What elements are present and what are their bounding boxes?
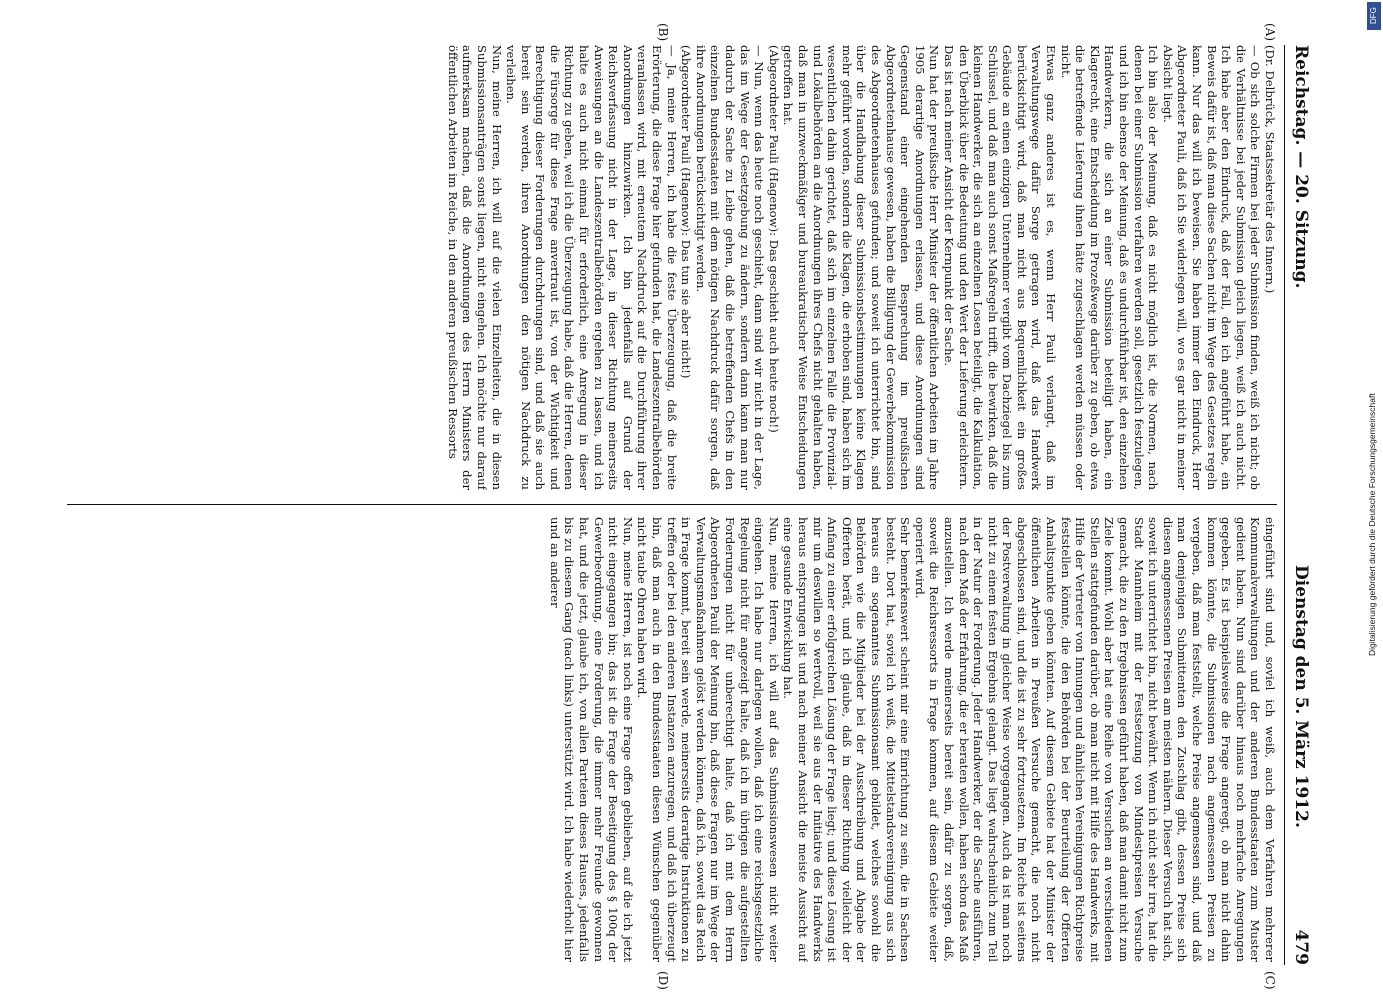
right-text-column: eingeführt sind und, soviel ich weiß, auch dem Verfahren mehrerer Kommunalverwaltungen und der anderen Bundesstaaten zum Muster gedient haben. Nun sind darüber hinaus noch mehrfache Anregungen gegeben. Es ist beispielsweise die Frage angeregt, ob man nicht dahin kommen könnte, die Submissionen nach angemessenen Preisen zu vergeben, daß man feststellt, welche Preise angemessen sind, und daß man demjenigen Submittenten den Zuschlag gibt, dessen Preise sich diesen angemessenen Preisen am meisten nähern. Dieser Versuch hat sich, soweit ich unterrichtet bin, nicht bewährt. Wenn ich nicht sehr irre, hat die Stadt Mannheim mit der Festsetzung von Mindestpreisen Versuche gemacht, die zu den Ergebnissen geführt haben, daß man damit nicht zum Ziele kommt. Wohl aber hat eine Reihe von Versuchen an verschiedenen Stellen stattgefunden darüber, ob man nicht mit Hilfe des Handwerks, mit Hilfe der Vertreter von Innungen und ähnlichen Vereinigungen Richtpreise feststellen könnte, die den Behörden bei der Beurteilung der Offerten Anhaltspunkte geben könnten. Auf diesem Gebiete hat der Minister der öffentlichen Arbeiten in Preußen Versuche gemacht, die noch nicht abgeschlossen sind, und die ist zu sehr fortzusetzen. Im Reiche ist seitens der Postverwaltung in gleicher Weise vorgegangen. Auch da ist man noch nicht zu einem festen Ergebnis gelangt. Das liegt wahrscheinlich zum Teil in der Natur der Forderung. Jeder Handwerker, der die Sache ausführen, nach dem Maß der Erfahrung, die er beraten wollen, haben schon das Maß anzustellen. Ich werde meinerseits bereit sein, dafür zu sorgen, daß, soweit die Reichsressorts in Frage kommen, auf diesem Gebiete weiter operiert wird. Sehr bemerkenswert scheint mir eine Einrichtung zu sein, die in Sachsen besteht. Dort hat, soviel ich weiß, die Mittelstandsvereinigung aus sich heraus ein sogenanntes Submissionsamt gebildet, welches sowohl die Behörden wie die Mitglieder bei der Ausschreibung und Abgabe der Offerten berät, und ich glaube, daß in dieser Richtung vielleicht der Anfang zu einer erfolgreichen Lösung der Frage liegt; und diese Lösung ist mir um deswillen so wertvoll, weil sie aus der Initiative des Handwerks heraus entsprungen ist und nach meiner Ansicht die meiste Aussicht auf eine gesunde Entwicklung hat. Nun, meine Herren, ich will auf das Submissionswesen nicht weiter eingehen. Ich habe nur darlegen wollen, daß ich eine reichsgesetzliche Regelung nicht für angezeigt halte, daß ich im übrigen die aufgestellten Forderungen nicht für unberechtigt halte, daß ich mit dem Herrn Abgeordneten Pauli der Meinung bin, daß diese Fragen nur im Wege der Verwaltungsmaßnahmen gelöst werden können, daß ich, soweit das Reich in Frage kommt, bereit sein werde, meinerseits derartige Instruktionen zu treffen oder bei den anderen Instanzen anzuregen, und daß ich überzeugt bin, daß man auch in den Bundesstaaten diesen Wünschen gegenüber nicht taube Ohren haben wird. Nun, meine Herren, ist noch eine Frage offen geblieben, auf die ich jetzt nicht eingegangen bin; das ist die Frage der Beseitigung des § 100q der Gewerbeordnung, eine Forderung, die immer mehr Freunde gewonnen hat, und die jetzt, glaube ich, von allen Parteien dieses Hauses, jedenfalls bis zu diesem Gang (nach links) unterstützt wird. Ich habe wiederholt hier und an anderer	[547, 517, 1277, 962]
margin-marker-a: (A)	[1263, 23, 1277, 42]
margin-marker-d: (D)	[656, 971, 670, 990]
header-date: Dienstag den 5. März 1912.	[1291, 565, 1311, 828]
left-text-column: (Dr. Delbrück, Staatssekretär des Innern.) — Ob sich solche Firmen bei jeder Submission finden, weiß ich nicht; ob die Verhältnisse bei jeder Submission gleich liegen, weiß ich auch nicht. Ich habe aber den Eindruck, daß der Fall, den ich angeführt habe, ein Beweis dafür ist, daß man diese Sachen nicht im Wege des Gesetzes regeln kann. Nur das will ich beweisen. Sie haben immer den Eindruck, Herr Abgeordneter Pauli, daß ich Sie widerlegen will, wo es gar nicht in meiner Absicht liegt. Ich bin also der Meinung, daß es nicht möglich ist, die Normen, nach denen bei einer Submission verfahren werden soll, gesetzlich festzulegen, und ich bin ebenso der Meinung, daß es undurchführbar ist, den einzelnen Handwerkern, die sich an einer Submission beteiligt haben, ein Klagerecht, eine Entscheidung im Prozeßwege darüber zu geben, ob etwa die betreffende Lieferung ihnen hätte zugeschlagen werden müssen oder nicht. Etwas ganz anderes ist es, wenn Herr Pauli verlangt, daß im Verwaltungswege dafür Sorge getragen wird, daß das Handwerk berücksichtigt wird, daß man nicht aus Bequemlichkeit ein großes Gebäude an einen einzigen Unternehmer vergibt vom Dachziegel bis zum Schlüssel, und daß man auch sonst Maßregeln trifft, die bewirken, daß die kleinen Handwerker, die sich an einzelnen Losen beteiligt, die Kalkulation, den Überblick über die Bedeutung und den Wert der Lieferung erleichtern. Das ist nach meiner Ansicht der Kernpunkt der Sache. Nun hat der preußische Herr Minister der öffentlichen Arbeiten im Jahre 1905 derartige Anordnungen erlassen, und diese Anordnungen sind Gegenstand einer eingehenden Besprechung im preußischen Abgeordnetenhause gewesen, haben die Billigung der Gewerbekommission des Abgeordnetenhauses gefunden; und soweit ich unterrichtet bin, sind über die Handhabung dieser Submissionsbestimmungen keine Klagen mehr geführt worden, sondern die Klagen, die erhoben sind, haben sich im wesentlichen dahin gerichtet, daß sich im einzelnen Falle die Provinzial- und Lokalbehörden an die Anordnungen ihres Chefs nicht gehalten haben, daß man in unzweckmäßiger und bureaukratischer Weise Entscheidungen getroffen hat. (Abgeordneter Pauli (Hagenow): Das geschieht auch heute noch!) — Nun, wenn das heute noch geschieht, dann sind wir nicht in der Lage, das im Wege der Gesetzgebung zu ändern, sondern dann kann man nur dadurch der Sache zu Leibe gehen, daß die betreffenden Chefs in den einzelnen Bundesstaaten mit dem nötigen Nachdruck dafür sorgen, daß ihre Anordnungen berücksichtigt werden. (Abgeordneter Pauli (Hagenow): Das tun sie aber nicht!) — Ja, meine Herren, ich habe die feste Überzeugung, daß die breite Erörterung, die diese Frage hier gefunden hat, die Landeszentralbehörden veranlassen wird, mit erneutem Nachdruck auf die Durchführung ihrer Anordnungen hinzuwirken. Ich bin jedenfalls auf Grund der Reichsverfassung nicht in der Lage, in dieser Richtung meinerseits Anweisungen an die Landeszentralbehörden ergehen zu lassen, und ich halte es auch nicht einmal für erforderlich, eine Anregung in dieser Richtung zu geben, weil ich die Überzeugung habe, daß die Herren, denen die Fürsorge für diese Frage anvertraut ist, von der Wichtigkeit und Berechtigung dieser Forderungen durchdrungen sind, und daß sie auch bereit sein werden, ihren Anordnungen den nötigen Nachdruck zu verleihen. Nun, meine Herren, ich will auf die vielen Einzelheiten, die in diesen Submissionsanträgen sonst liegen, nicht eingehen. Ich möchte nur darauf aufmerksam machen, daß die Anordnungen des Herrn Ministers der öffentlichen Arbeiten im Reiche, in den anderen preußischen Ressorts	[445, 45, 1277, 490]
column-divider	[67, 504, 1277, 505]
digitization-credit: Digitalisierung gefördert durch die Deutsche Forschungsgemeinschaft	[1367, 393, 1377, 656]
margin-marker-b: (B)	[656, 23, 670, 42]
newspaper-page	[63, 23, 1313, 990]
page-number: 479	[1291, 929, 1311, 965]
header-left-title: Reichstag. — 20. Sitzung.	[1291, 45, 1311, 289]
dfg-logo-icon: DFG	[1367, 2, 1381, 30]
margin-marker-c: (C)	[1263, 971, 1277, 990]
header-rule	[1284, 45, 1285, 965]
page-header	[1287, 45, 1313, 965]
